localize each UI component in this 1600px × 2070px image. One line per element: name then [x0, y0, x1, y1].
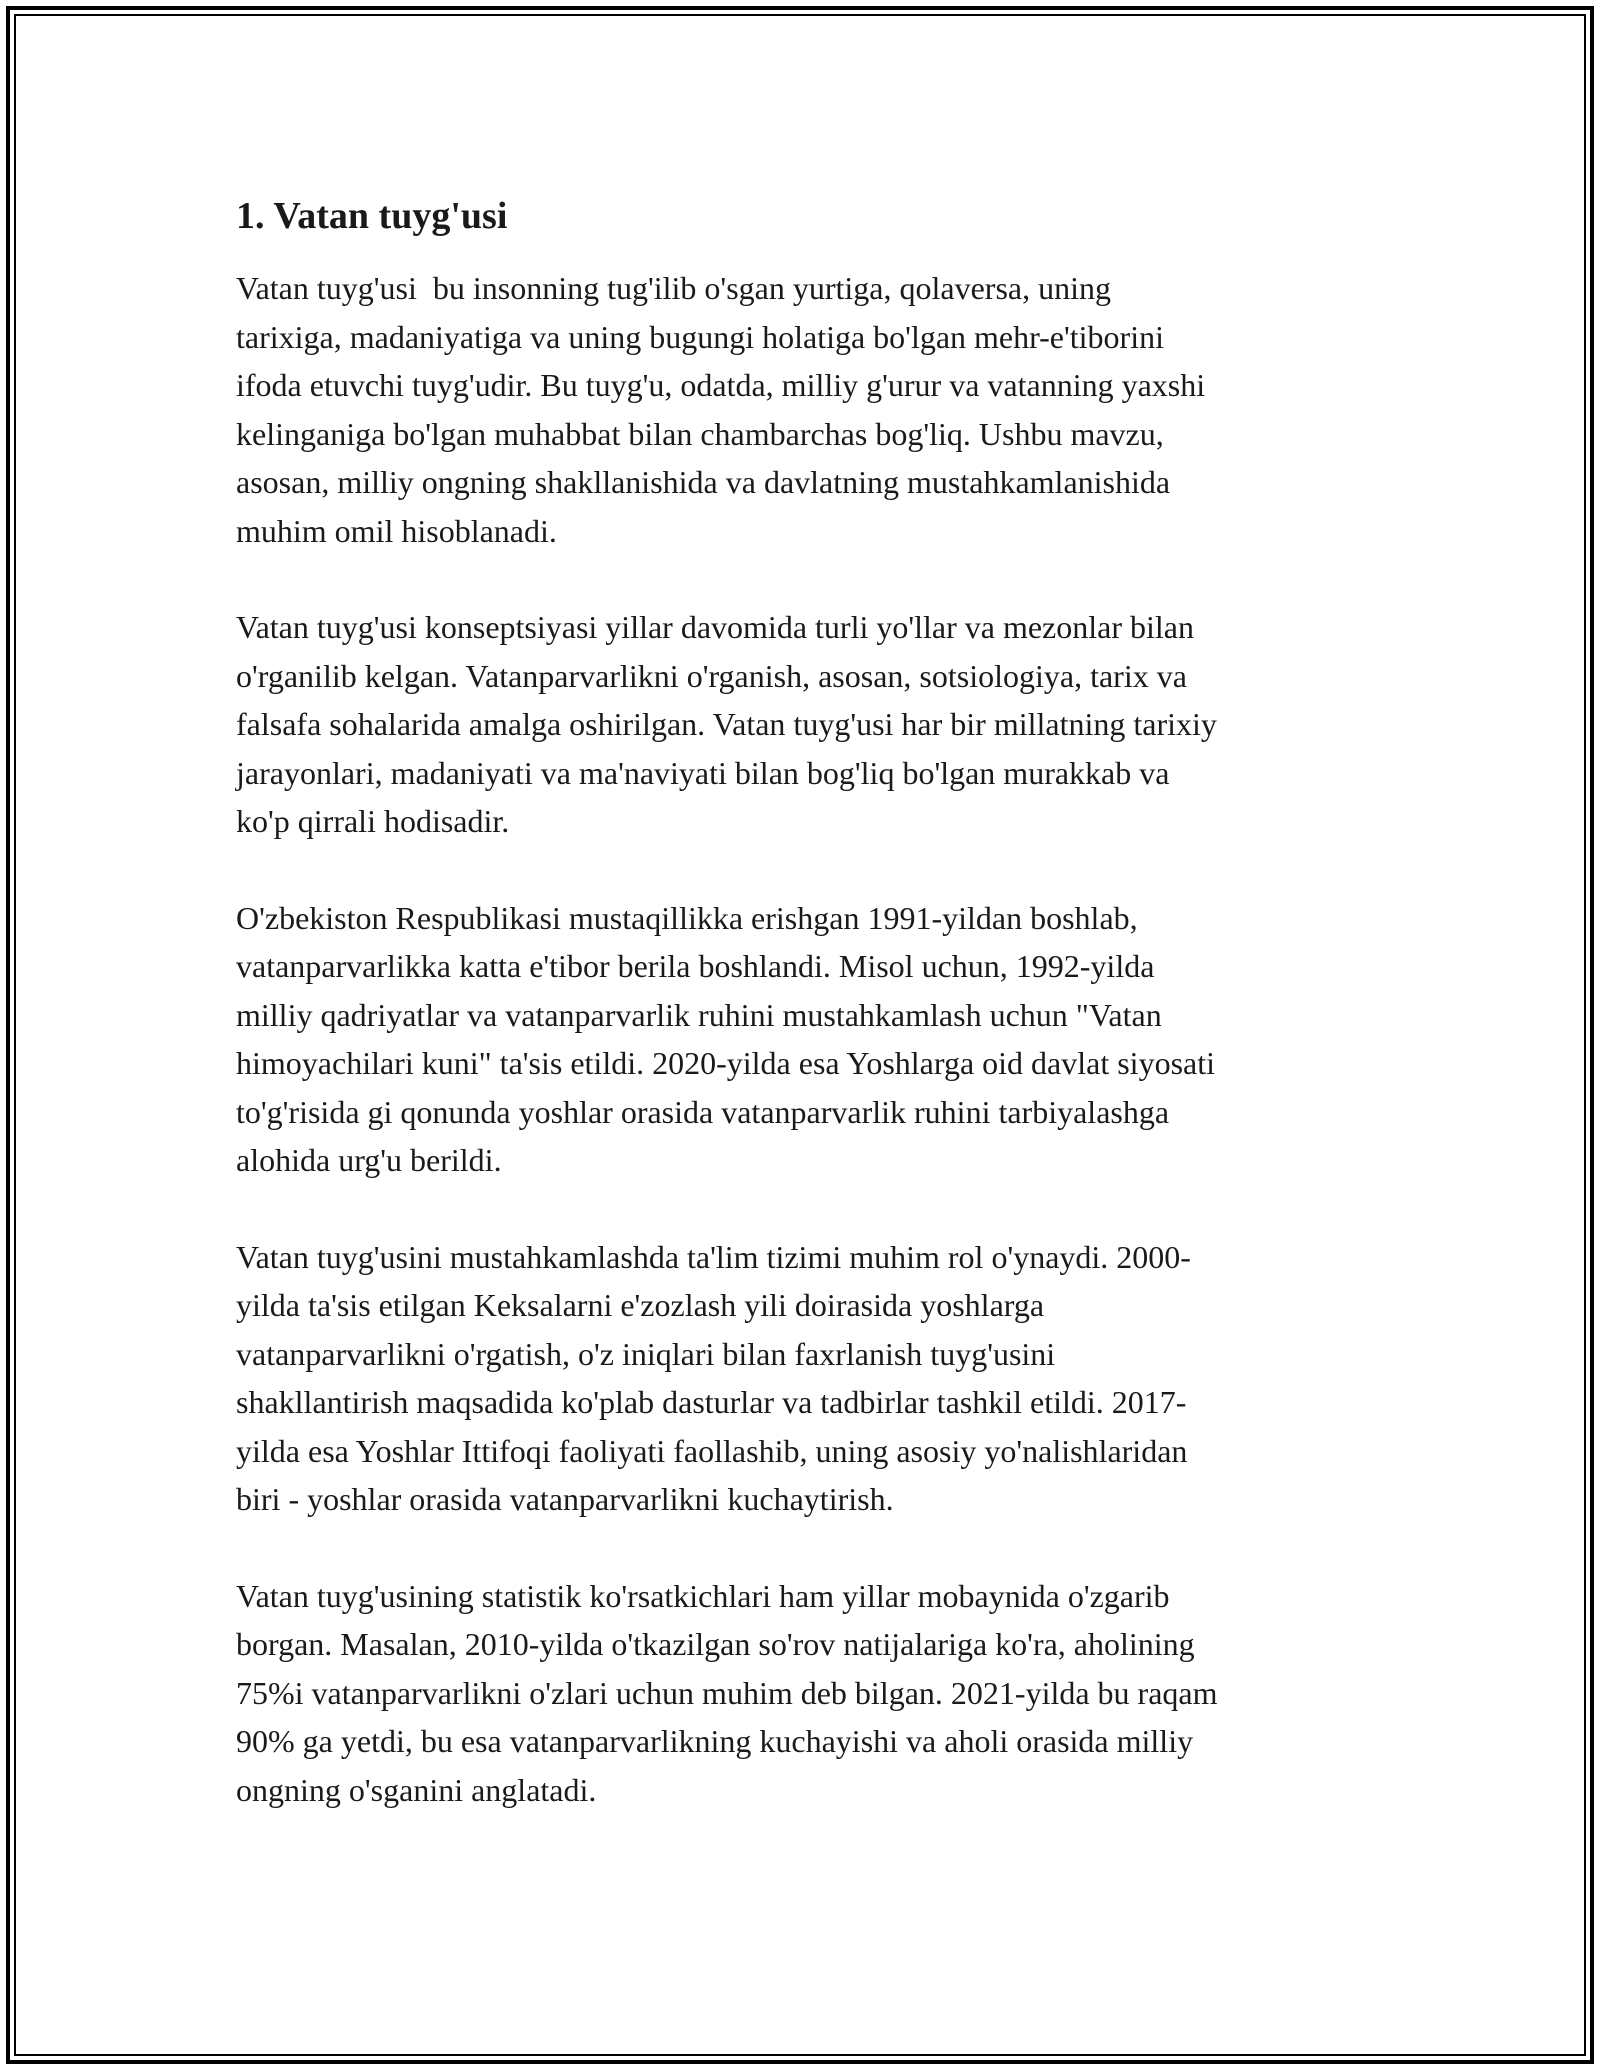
text-line: ongning o'sganini anglatadi.	[236, 1771, 597, 1808]
text-line: yilda ta'sis etilgan Keksalarni e'zozlash yili doirasida yoshlarga	[236, 1287, 1045, 1323]
text-line: Vatan tuyg'usi bu insonning tug'ilib o'sgan yurtiga, qolaversa, uning	[236, 270, 1111, 306]
text-line: muhim omil hisoblanadi.	[236, 512, 557, 549]
text-line: asosan, milliy ongning shakllanishida va davlatning mustahkamlanishida	[236, 464, 1171, 500]
text-line: O'zbekiston Respublikasi mustaqillikka erishgan 1991-yildan boshlab,	[236, 899, 1138, 936]
text-line: borgan. Masalan, 2010-yilda o'tkazilgan so'rov natijalariga ko'ra, aholining	[236, 1626, 1195, 1662]
text-line: shakllantirish maqsadida ko'plab dasturlar va tadbirlar tashkil etildi. 2017-	[236, 1384, 1187, 1420]
text-line: falsafa sohalarida amalga oshirilgan. Vatan tuyg'usi har bir millatning tarixiy	[236, 706, 1217, 742]
text-line: kelinganiga bo'lgan muhabbat bilan chambarchas bog'liq. Ushbu mavzu,	[236, 415, 1164, 452]
text-line: himoyachilari kuni" ta'sis etildi. 2020-yilda esa Yoshlarga oid davlat siyosati	[236, 1045, 1215, 1081]
paragraph-2	[236, 603, 1376, 846]
text-line: ko'p qirrali hodisadir.	[236, 803, 510, 839]
text-line: Vatan tuyg'usini mustahkamlashda ta'lim tizimi muhim rol o'ynaydi. 2000-	[236, 1238, 1191, 1275]
text-line: milliy qadriyatlar va vatanparvarlik ruhini mustahkamlash uchun "Vatan	[236, 996, 1162, 1033]
text-line: 90% ga yetdi, bu esa vatanparvarlikning kuchayishi va aholi orasida milliy	[236, 1723, 1194, 1759]
text-line: Vatan tuyg'usining statistik ko'rsatkichlari ham yillar mobaynida o'zgarib	[236, 1577, 1170, 1614]
document-title: 1. Vatan tuyg'usi	[236, 195, 508, 237]
text-line: to'g'risida gi qonunda yoshlar orasida vatanparvarlik ruhini tarbiyalashga	[236, 1093, 1170, 1130]
text-line: tarixiga, madaniyatiga va uning bugungi holatiga bo'lgan mehr-e'tiborini	[236, 318, 1164, 355]
text-line: o'rganilib kelgan. Vatanparvarlikni o'rganish, asosan, sotsiologiya, tarix va	[236, 657, 1187, 694]
text-line: vatanparvarlikka katta e'tibor berila boshlandi. Misol uchun, 1992-yilda	[236, 948, 1155, 984]
text-line: vatanparvarlikni o'rgatish, o'z iniqlari bilan faxrlanish tuyg'usini	[236, 1335, 1056, 1372]
text-line: alohida urg'u berildi.	[236, 1142, 502, 1178]
document-body	[236, 188, 1376, 1862]
paragraph-1	[236, 264, 1376, 555]
paragraph-4	[236, 1233, 1376, 1524]
text-line: jarayonlari, madaniyati va ma'naviyati bilan bog'liq bo'lgan murakkab va	[236, 754, 1170, 791]
text-line: Vatan tuyg'usi konseptsiyasi yillar davomida turli yo'llar va mezonlar bilan	[236, 609, 1194, 645]
paragraph-5	[236, 1572, 1376, 1815]
text-line: ifoda etuvchi tuyg'udir. Bu tuyg'u, odatda, milliy g'urur va vatanning yaxshi	[236, 367, 1206, 403]
text-line: biri - yoshlar orasida vatanparvarlikni kuchaytirish.	[236, 1481, 894, 1517]
text-line: yilda esa Yoshlar Ittifoqi faoliyati faollashib, uning asosiy yo'nalishlaridan	[236, 1432, 1188, 1469]
paragraph-3	[236, 894, 1376, 1185]
text-line: 75%i vatanparvarlikni o'zlari uchun muhim deb bilgan. 2021-yilda bu raqam	[236, 1674, 1218, 1711]
